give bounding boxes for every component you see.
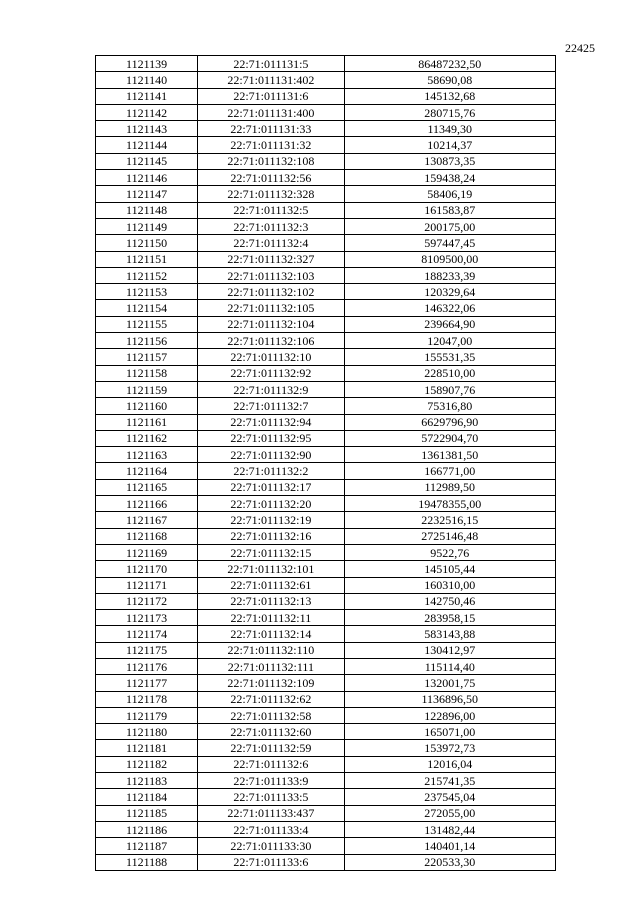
row-number-cell: 1121182 <box>96 756 198 772</box>
cadastral-number-cell: 22:71:011132:62 <box>198 691 344 707</box>
table-row <box>96 561 556 577</box>
row-number-cell: 1121145 <box>96 153 198 169</box>
cadastral-number-cell: 22:71:011133:30 <box>198 838 344 854</box>
cadastral-value-cell: 165071,00 <box>344 724 555 740</box>
table-row <box>96 593 556 609</box>
cadastral-value-cell: 161583,87 <box>344 202 555 218</box>
table-row <box>96 447 556 463</box>
cadastral-number-cell: 22:71:011132:102 <box>198 284 344 300</box>
cadastral-value-cell: 5722904,70 <box>344 430 555 446</box>
row-number-cell: 1121180 <box>96 724 198 740</box>
cadastral-number-cell: 22:71:011132:16 <box>198 528 344 544</box>
table-row <box>96 838 556 854</box>
cadastral-value-cell: 130412,97 <box>344 642 555 658</box>
row-number-cell: 1121146 <box>96 170 198 186</box>
cadastral-value-cell: 160310,00 <box>344 577 555 593</box>
table-row <box>96 121 556 137</box>
page-number: 22425 <box>565 41 595 55</box>
cadastral-number-cell: 22:71:011132:15 <box>198 544 344 560</box>
row-number-cell: 1121159 <box>96 381 198 397</box>
table-row <box>96 479 556 495</box>
cadastral-value-cell: 237545,04 <box>344 789 555 805</box>
row-number-cell: 1121170 <box>96 561 198 577</box>
table-row <box>96 691 556 707</box>
cadastral-number-cell: 22:71:011132:9 <box>198 381 344 397</box>
cadastral-value-cell: 155531,35 <box>344 349 555 365</box>
row-number-cell: 1121160 <box>96 398 198 414</box>
cadastral-value-cell: 583143,88 <box>344 626 555 642</box>
table-row <box>96 170 556 186</box>
table-row <box>96 414 556 430</box>
row-number-cell: 1121152 <box>96 267 198 283</box>
row-number-cell: 1121141 <box>96 88 198 104</box>
cadastral-number-cell: 22:71:011132:106 <box>198 333 344 349</box>
cadastral-value-cell: 142750,46 <box>344 593 555 609</box>
cadastral-number-cell: 22:71:011132:11 <box>198 610 344 626</box>
row-number-cell: 1121155 <box>96 316 198 332</box>
table-row <box>96 740 556 756</box>
cadastral-number-cell: 22:71:011132:17 <box>198 479 344 495</box>
table-row <box>96 724 556 740</box>
cadastral-number-cell: 22:71:011133:5 <box>198 789 344 805</box>
cadastral-number-cell: 22:71:011132:103 <box>198 267 344 283</box>
cadastral-value-cell: 130873,35 <box>344 153 555 169</box>
row-number-cell: 1121188 <box>96 854 198 870</box>
cadastral-value-cell: 9522,76 <box>344 544 555 560</box>
cadastral-number-cell: 22:71:011133:6 <box>198 854 344 870</box>
table-row <box>96 333 556 349</box>
cadastral-number-cell: 22:71:011132:14 <box>198 626 344 642</box>
table-row <box>96 496 556 512</box>
row-number-cell: 1121153 <box>96 284 198 300</box>
table-row <box>96 610 556 626</box>
table-row <box>96 137 556 153</box>
row-number-cell: 1121164 <box>96 463 198 479</box>
table-row <box>96 284 556 300</box>
table-row <box>96 235 556 251</box>
table-body <box>96 56 556 871</box>
cadastral-value-cell: 1136896,50 <box>344 691 555 707</box>
row-number-cell: 1121147 <box>96 186 198 202</box>
row-number-cell: 1121174 <box>96 626 198 642</box>
cadastral-value-cell: 140401,14 <box>344 838 555 854</box>
table-row <box>96 854 556 870</box>
cadastral-value-cell: 12016,04 <box>344 756 555 772</box>
cadastral-number-cell: 22:71:011132:4 <box>198 235 344 251</box>
cadastral-value-cell: 132001,75 <box>344 675 555 691</box>
cadastral-number-cell: 22:71:011131:5 <box>198 56 344 72</box>
row-number-cell: 1121173 <box>96 610 198 626</box>
cadastral-number-cell: 22:71:011131:33 <box>198 121 344 137</box>
cadastral-number-cell: 22:71:011132:13 <box>198 593 344 609</box>
row-number-cell: 1121140 <box>96 72 198 88</box>
cadastral-number-cell: 22:71:011133:9 <box>198 773 344 789</box>
cadastral-number-cell: 22:71:011132:90 <box>198 447 344 463</box>
cadastral-value-cell: 75316,80 <box>344 398 555 414</box>
cadastral-number-cell: 22:71:011132:104 <box>198 316 344 332</box>
table-row <box>96 756 556 772</box>
table-row <box>96 398 556 414</box>
cadastral-value-cell: 145105,44 <box>344 561 555 577</box>
table-row <box>96 821 556 837</box>
cadastral-number-cell: 22:71:011132:95 <box>198 430 344 446</box>
table-row <box>96 88 556 104</box>
cadastral-number-cell: 22:71:011133:4 <box>198 821 344 837</box>
cadastral-value-cell: 188233,39 <box>344 267 555 283</box>
table-row <box>96 186 556 202</box>
cadastral-value-cell: 122896,00 <box>344 707 555 723</box>
cadastral-number-cell: 22:71:011132:10 <box>198 349 344 365</box>
cadastral-number-cell: 22:71:011132:94 <box>198 414 344 430</box>
cadastral-value-cell: 120329,64 <box>344 284 555 300</box>
table-row <box>96 365 556 381</box>
cadastral-value-cell: 145132,68 <box>344 88 555 104</box>
cadastral-value-cell: 58406,19 <box>344 186 555 202</box>
row-number-cell: 1121156 <box>96 333 198 349</box>
cadastral-number-cell: 22:71:011132:101 <box>198 561 344 577</box>
cadastral-number-cell: 22:71:011131:6 <box>198 88 344 104</box>
cadastral-number-cell: 22:71:011132:5 <box>198 202 344 218</box>
cadastral-value-cell: 2725146,48 <box>344 528 555 544</box>
table-row <box>96 789 556 805</box>
table-row <box>96 316 556 332</box>
row-number-cell: 1121158 <box>96 365 198 381</box>
cadastral-number-cell: 22:71:011132:328 <box>198 186 344 202</box>
row-number-cell: 1121163 <box>96 447 198 463</box>
cadastral-value-cell: 153972,73 <box>344 740 555 756</box>
cadastral-number-cell: 22:71:011131:32 <box>198 137 344 153</box>
cadastral-value-cell: 228510,00 <box>344 365 555 381</box>
cadastral-number-cell: 22:71:011132:111 <box>198 658 344 674</box>
row-number-cell: 1121165 <box>96 479 198 495</box>
cadastral-number-cell: 22:71:011132:58 <box>198 707 344 723</box>
cadastral-value-cell: 283958,15 <box>344 610 555 626</box>
table-row <box>96 251 556 267</box>
cadastral-number-cell: 22:71:011132:2 <box>198 463 344 479</box>
row-number-cell: 1121157 <box>96 349 198 365</box>
row-number-cell: 1121148 <box>96 202 198 218</box>
cadastral-value-cell: 597447,45 <box>344 235 555 251</box>
row-number-cell: 1121179 <box>96 707 198 723</box>
cadastral-number-cell: 22:71:011132:6 <box>198 756 344 772</box>
row-number-cell: 1121175 <box>96 642 198 658</box>
table-row <box>96 658 556 674</box>
table-row <box>96 528 556 544</box>
cadastral-value-table <box>95 55 556 871</box>
cadastral-number-cell: 22:71:011132:327 <box>198 251 344 267</box>
table-row <box>96 153 556 169</box>
table-row <box>96 104 556 120</box>
row-number-cell: 1121169 <box>96 544 198 560</box>
table-row <box>96 300 556 316</box>
row-number-cell: 1121142 <box>96 104 198 120</box>
cadastral-value-cell: 220533,30 <box>344 854 555 870</box>
cadastral-value-cell: 200175,00 <box>344 218 555 234</box>
cadastral-value-cell: 115114,40 <box>344 658 555 674</box>
cadastral-number-cell: 22:71:011133:437 <box>198 805 344 821</box>
cadastral-value-cell: 58690,08 <box>344 72 555 88</box>
row-number-cell: 1121181 <box>96 740 198 756</box>
cadastral-number-cell: 22:71:011132:61 <box>198 577 344 593</box>
cadastral-number-cell: 22:71:011132:109 <box>198 675 344 691</box>
table-row <box>96 544 556 560</box>
table-row <box>96 381 556 397</box>
row-number-cell: 1121161 <box>96 414 198 430</box>
row-number-cell: 1121168 <box>96 528 198 544</box>
cadastral-number-cell: 22:71:011132:56 <box>198 170 344 186</box>
cadastral-number-cell: 22:71:011132:3 <box>198 218 344 234</box>
table-row <box>96 805 556 821</box>
cadastral-value-cell: 166771,00 <box>344 463 555 479</box>
table-row <box>96 218 556 234</box>
row-number-cell: 1121177 <box>96 675 198 691</box>
row-number-cell: 1121172 <box>96 593 198 609</box>
cadastral-number-cell: 22:71:011132:105 <box>198 300 344 316</box>
cadastral-value-cell: 215741,35 <box>344 773 555 789</box>
table-row <box>96 349 556 365</box>
cadastral-number-cell: 22:71:011132:20 <box>198 496 344 512</box>
table-row <box>96 512 556 528</box>
cadastral-value-cell: 12047,00 <box>344 333 555 349</box>
row-number-cell: 1121171 <box>96 577 198 593</box>
cadastral-number-cell: 22:71:011132:60 <box>198 724 344 740</box>
row-number-cell: 1121186 <box>96 821 198 837</box>
row-number-cell: 1121143 <box>96 121 198 137</box>
cadastral-value-cell: 239664,90 <box>344 316 555 332</box>
table-row <box>96 72 556 88</box>
cadastral-number-cell: 22:71:011132:7 <box>198 398 344 414</box>
cadastral-number-cell: 22:71:011132:110 <box>198 642 344 658</box>
row-number-cell: 1121176 <box>96 658 198 674</box>
row-number-cell: 1121166 <box>96 496 198 512</box>
cadastral-value-cell: 272055,00 <box>344 805 555 821</box>
table-row <box>96 56 556 72</box>
cadastral-value-cell: 10214,37 <box>344 137 555 153</box>
table-row <box>96 577 556 593</box>
cadastral-value-cell: 159438,24 <box>344 170 555 186</box>
row-number-cell: 1121154 <box>96 300 198 316</box>
row-number-cell: 1121151 <box>96 251 198 267</box>
table-row <box>96 463 556 479</box>
table-row <box>96 626 556 642</box>
row-number-cell: 1121149 <box>96 218 198 234</box>
cadastral-value-cell: 146322,06 <box>344 300 555 316</box>
table-row <box>96 773 556 789</box>
row-number-cell: 1121139 <box>96 56 198 72</box>
table-row <box>96 642 556 658</box>
cadastral-value-cell: 2232516,15 <box>344 512 555 528</box>
cadastral-number-cell: 22:71:011132:59 <box>198 740 344 756</box>
cadastral-value-cell: 112989,50 <box>344 479 555 495</box>
cadastral-number-cell: 22:71:011132:92 <box>198 365 344 381</box>
cadastral-value-cell: 6629796,90 <box>344 414 555 430</box>
row-number-cell: 1121167 <box>96 512 198 528</box>
row-number-cell: 1121150 <box>96 235 198 251</box>
cadastral-number-cell: 22:71:011132:19 <box>198 512 344 528</box>
table-row <box>96 707 556 723</box>
row-number-cell: 1121144 <box>96 137 198 153</box>
cadastral-value-cell: 131482,44 <box>344 821 555 837</box>
row-number-cell: 1121185 <box>96 805 198 821</box>
cadastral-value-cell: 280715,76 <box>344 104 555 120</box>
table-row <box>96 675 556 691</box>
row-number-cell: 1121187 <box>96 838 198 854</box>
cadastral-value-cell: 86487232,50 <box>344 56 555 72</box>
cadastral-number-cell: 22:71:011131:402 <box>198 72 344 88</box>
row-number-cell: 1121162 <box>96 430 198 446</box>
cadastral-number-cell: 22:71:011132:108 <box>198 153 344 169</box>
cadastral-value-cell: 1361381,50 <box>344 447 555 463</box>
cadastral-value-cell: 19478355,00 <box>344 496 555 512</box>
row-number-cell: 1121178 <box>96 691 198 707</box>
row-number-cell: 1121184 <box>96 789 198 805</box>
cadastral-value-cell: 158907,76 <box>344 381 555 397</box>
table-row <box>96 430 556 446</box>
table-row <box>96 202 556 218</box>
table-row <box>96 267 556 283</box>
cadastral-value-cell: 8109500,00 <box>344 251 555 267</box>
row-number-cell: 1121183 <box>96 773 198 789</box>
cadastral-number-cell: 22:71:011131:400 <box>198 104 344 120</box>
cadastral-value-cell: 11349,30 <box>344 121 555 137</box>
